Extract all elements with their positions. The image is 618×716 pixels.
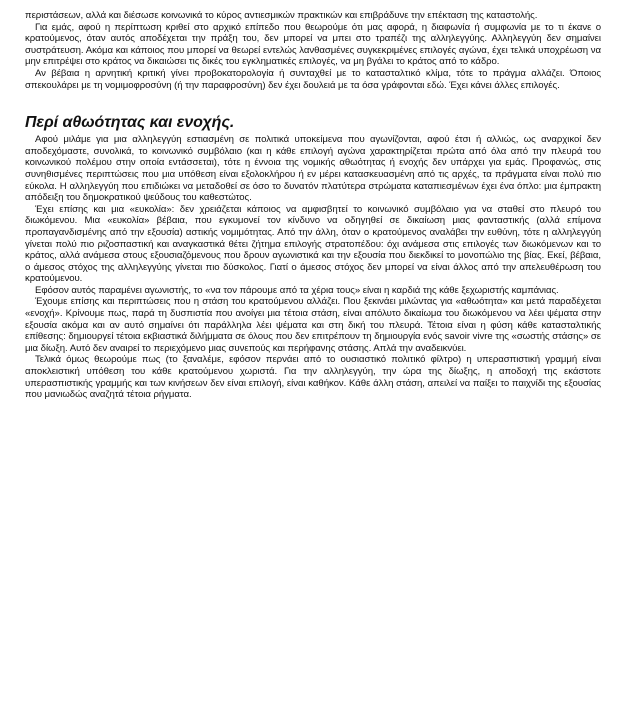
paragraph: Έχει επίσης και μια «ευκολία»: δεν χρειάζεται κάποιος να αμφισβητεί το κοινωνικό συμβόλαιο για να σταθεί στο πλευρό του διωκόμενου. Μια «ευκολία» βέβαια, που εγκυμονεί τον κίνδυνο να οδηγηθεί σε δικαίωση μιας φανταστικής (αλλά επίμονα προπαγανδισμένης από την εξουσία) αστικής νομιμότητας. Από την άλλη, όταν ο κρατούμενος αναλάβει την ευθύνη, τότε η αλληλεγγύη γίνεται πολύ πιο ριζοσπαστική και αναγκαστικά θέτει ζήτημα επιλογής στρατοπέδου: όχι ανάμεσα στις επιλογές των διωκόμενων και το κράτος, αλλά ανάμεσα στους εξουσιαζόμενους που δρουν αγωνιστικά και την εξουσία που διεκδικεί το μονοπώλιο της βίας. Εκεί, βέβαια, ο άμεσος στόχος της αλληλεγγύης γίνεται πιο δύσκολος. Γιατί ο άμεσος στόχος δεν μπορεί να είναι άλλος από την απελευθέρωση του κρατούμενου. <box>25 203 601 285</box>
paragraph: Εφόσον αυτός παραμένει αγωνιστής, το «να τον πάρουμε από τα χέρια τους» είναι η καρδιά της κάθε ξεχωριστής καμπάνιας. <box>35 284 559 296</box>
paragraph: περιστάσεων, αλλά και διέσωσε κοινωνικά το κύρος αντιεσμικών πρακτικών και επιβράδυνε την επέκταση της καταστολής. <box>25 10 538 21</box>
section-innocence-guilt <box>25 114 601 401</box>
section-heading: Περί αθωότητας και ενοχής. <box>25 114 235 132</box>
paragraph: Έχουμε επίσης και περιπτώσεις που η στάση του κρατούμενου αλλάζει. Που ξεκινάει μιλώντας για «αθωότητα» και μετά παραδέχεται «ενοχή». Κρίνουμε πως, παρά τη δυσπιστία που ανοίγει μια τέτοια στάση, είναι απόλυτο δικαίωμα του διωκόμενου να λέει ψέματα στην εξουσία ακόμα και αν αυτό σημαίνει ότι παράλληλα λέει ψέματα και στη δική του πλευρά. Τέτοια είναι η φύση κάθε κατασταλτικής επίθεσης: δημιουργεί τέτοια εκβιαστικά διλήμματα σε όλους που δεν επιτρέπουν τη δημιουργία ενός savoir vivre της «σωστής στάσης» σε μια δίωξη. Αυτό δεν αναιρεί το περιεχόμενο μιας συνεπούς και περήφανης στάσης. Απλά την αναδεικνύει. <box>25 296 601 354</box>
paragraph: Για εμάς, αφού η περίπτωση κριθεί στο αρχικό επίπεδο που θεωρούμε ότι μας αφορά, η διαφωνία ή συμφωνία με το τι έκανε ο κρατούμενος, όταν αυτός αποδέχεται την πράξη του, δεν μπορεί να μπει στο τραπέζι της αλληλεγγύης. Αλληλεγγύη δεν σημαίνει συστράτευση. Ακόμα και κάποιος που μπορεί να θεωρεί εντελώς λανθασμένες συγκεκριμένες επιλογές αγώνα, έχει τελικά υποχρέωση να μην επιτρέψει στο κράτος να δικαιώσει τις δικές του εγκληματικές επιλογές, να μη βγάλει το κράτος από το κάδρο. <box>25 21 601 68</box>
paragraph: Αν βέβαια η αρνητική κριτική γίνει προβοκατορολογία ή συνταχθεί με το κατασταλτικό κλίμα, τότε το πράγμα αλλάζει. Όποιος σπεκουλάρει με τη νομιμοφροσύνη (ή την παραφροσύνη) δεν έχει δουλειά με τα όσα γράφονται εδώ. Έχει κάνει άλλες επιλογές. <box>25 67 601 91</box>
section-continuation <box>25 10 601 91</box>
paragraph: Αφού μιλάμε για μια αλληλεγγύη εστιασμένη σε πολιτικά υποκείμενα που αγωνίζονται, αφού έτσι ή αλλιώς, ως αναρχικοί δεν αποδεχόμαστε, συνολικά, το κοινωνικό συμβόλαιο (και η κάθε επιλογή αγώνα χαρακτηρίζεται πρώτα από όλα από την πλευρά του κοινωνικού πολέμου στην οποία εντάσσεται), τότε η έννοια της νομικής αθωότητας ή ενοχής δεν υπάρχει για εμάς. Προφανώς, στις συνηθισμένες περιπτώσεις που μια υπόθεση είναι εξολοκλήρου ή εν μέρει κατασκευασμένη από τις αρχές, τα πράγματα είναι πολύ πιο εύκολα. Η αλληλεγγύη που επιδιώκει να μεταδοθεί σε όσο το δυνατόν πλατύτερα στρώματα καταπιεσμένων έχει ένα όπλο: μια έμπρακτη απόδειξη του δημοκρατικού ψεύδους του καθεστώτος. <box>25 134 601 204</box>
paragraph: Τελικά όμως θεωρούμε πως (το ξαναλέμε, εφόσον περνάει από το ουσιαστικό πολιτικό φίλτρο) η υπερασπιστική γραμμή είναι αποκλειστική υπόθεση του κάθε κρατούμενου χωριστά. Για την αλληλεγγύη, την ώρα της δίωξης, η αποδοχή της εκάστοτε υπερασπιστικής γραμμής και των κινήσεων δεν είναι επιλογή, είναι καθήκον. Κάθε άλλη στάση, απειλεί να παίξει το παιχνίδι της εξουσίας που μανιωδώς αναζητά τέτοια ρήγματα. <box>25 354 601 401</box>
document-page <box>25 10 601 401</box>
